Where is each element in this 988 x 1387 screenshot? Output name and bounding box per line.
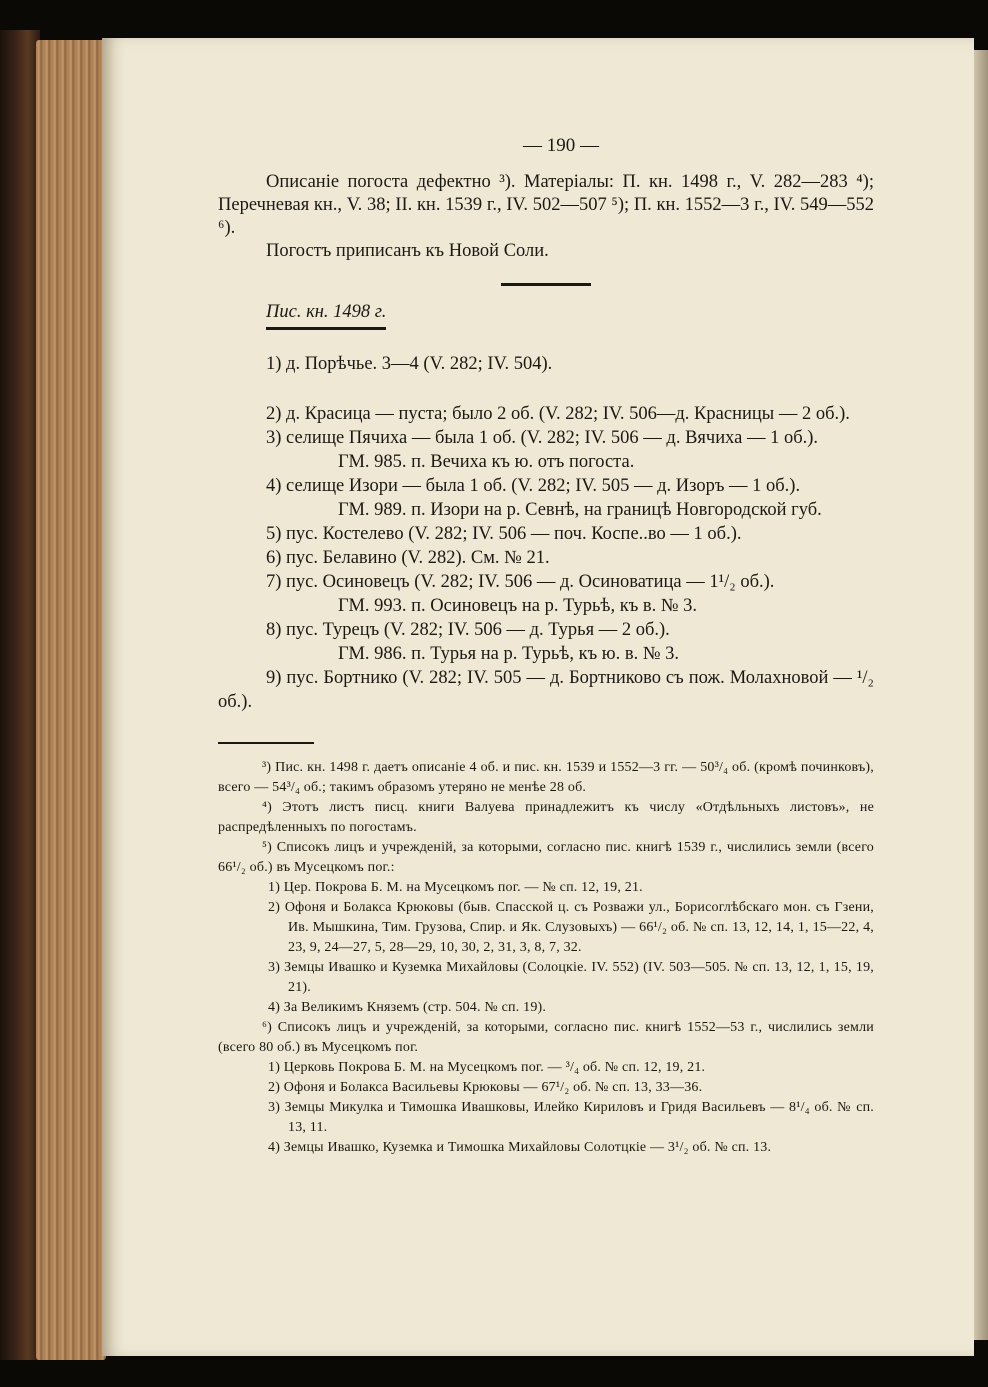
- footnote-item: 2) Офоня и Болакса Васильевы Крюковы — 67¹/₂ об. № сп. 13, 33—36.: [268, 1080, 703, 1095]
- footnote-item: 3) Земцы Микулка и Тимошка Ивашковы, Илейко Кириловъ и Гридя Васильевъ — 8¹/₄ об. № сп. 13, 11.: [268, 1100, 874, 1135]
- list-item: 2) д. Красица — пуста; было 2 об. (V. 282; IV. 506—д. Красницы — 2 об.).: [266, 404, 850, 424]
- intro-paragraph: Описаніе погоста дефектно ³). Матеріалы: П. кн. 1498 г., V. 282—283 ⁴); Перечневая кн., V. 38; II. кн. 1539 г., IV. 502—507 ⁵); П. кн. 1552—3 г., IV. 549—552 ⁶).: [218, 172, 874, 238]
- list-item: 6) пус. Белавино (V. 282). См. № 21.: [266, 548, 550, 568]
- intro-paragraph: Погостъ приписанъ къ Новой Соли.: [266, 241, 549, 261]
- page-number: — 190 —: [523, 135, 599, 156]
- page-edges: [36, 40, 106, 1360]
- footnote-item: 3) Земцы Ивашко и Куземка Михайловы (Солоцкіе. IV. 552) (IV. 503—505. № сп. 13, 12, 1, 15, 19, 21).: [268, 960, 874, 995]
- footnote-divider: [218, 742, 314, 744]
- footnote: ⁵) Списокъ лицъ и учрежденій, за которыми, согласно пис. книгѣ 1539 г., числились земли (всего 66¹/₂ об.) въ Мусецкомъ пог.:: [218, 840, 874, 875]
- footnote-item: 2) Офоня и Болакса Крюковы (быв. Спасской ц. съ Розважи ул., Борисоглѣбскаго мон. съ Гзени, Ив. Мышкина, Тим. Грузова, Спир. и Як. Слузовыхъ) — 66¹/₂ об. № сп. 13, 12, 14, 1, 15—22, 4, 23, 9, 24—27, 5, 28—29, 10, 30, 2, 31, 3, 8, 7, 32.: [268, 900, 874, 955]
- footnote-item: 4) Земцы Ивашко, Куземка и Тимошка Михайловы Солотцкіе — 3¹/₂ об. № сп. 13.: [268, 1140, 772, 1155]
- list-item: 5) пус. Костелево (V. 282; IV. 506 — поч. Коспе..во — 1 об.).: [266, 524, 742, 544]
- footnote: ⁶) Списокъ лицъ и учрежденій, за которыми, согласно пис. книгѣ 1552—53 г., числились земли (всего 80 об.) въ Мусецкомъ пог.: [218, 1020, 874, 1055]
- gm-reference: ГМ. 993. п. Осиновецъ на р. Турьѣ, къ в. № 3.: [338, 596, 698, 616]
- list-item: 4) селище Изори — была 1 об. (V. 282; IV. 505 — д. Изоръ — 1 об.).: [266, 476, 801, 496]
- footnotes: [218, 758, 874, 1158]
- footnote: ³) Пис. кн. 1498 г. даетъ описаніе 4 об. и пис. кн. 1539 и 1552—3 гг. — 50³/₄ об. (кромѣ починковъ), всего — 54³/₄ об.; такимъ образомъ утеряно не менѣе 28 об.: [218, 760, 874, 795]
- page-content: [218, 135, 874, 1158]
- section-divider: [501, 283, 591, 286]
- list-item: 8) пус. Турецъ (V. 282; IV. 506 — д. Турья — 2 об.).: [266, 620, 670, 640]
- footnote-item: 1) Цер. Покрова Б. М. на Мусецкомъ пог. — № сп. 12, 19, 21.: [268, 880, 643, 895]
- list-item: 7) пус. Осиновецъ (V. 282; IV. 506 — д. Осиноватица — 1¹/₂ об.).: [266, 572, 775, 592]
- gm-reference: ГМ. 986. п. Турья на р. Турьѣ, къ ю. в. № 3.: [338, 644, 679, 664]
- right-page-edge: [972, 50, 988, 1340]
- gm-reference: ГМ. 985. п. Вечиха къ ю. отъ погоста.: [338, 452, 635, 472]
- footnote: ⁴) Этотъ листъ писц. книги Валуева принадлежитъ къ числу «Отдѣльныхъ листовъ», не распредѣленныхъ по погостамъ.: [218, 800, 874, 835]
- footnote-item: 1) Церковь Покрова Б. М. на Мусецкомъ пог. — ³/₄ об. № сп. 12, 19, 21.: [268, 1060, 706, 1075]
- list-item: 1) д. Порѣчье. 3—4 (V. 282; IV. 504).: [266, 354, 553, 374]
- entries-list: [218, 352, 874, 714]
- footnote-item: 4) За Великимъ Княземъ (стр. 504. № сп. 19).: [268, 1000, 547, 1015]
- section-title: Пис. кн. 1498 г.: [266, 302, 386, 330]
- list-item: 9) пус. Бортнико (V. 282; IV. 505 — д. Бортниково съ пож. Молахновой — ¹/₂ об.).: [218, 668, 874, 712]
- book-spine: [0, 30, 40, 1360]
- gm-reference: ГМ. 989. п. Изори на р. Севнѣ, на границѣ Новгородской губ.: [338, 500, 822, 520]
- list-item: 3) селище Пячиха — была 1 об. (V. 282; IV. 506 — д. Вячиха — 1 об.).: [266, 428, 819, 448]
